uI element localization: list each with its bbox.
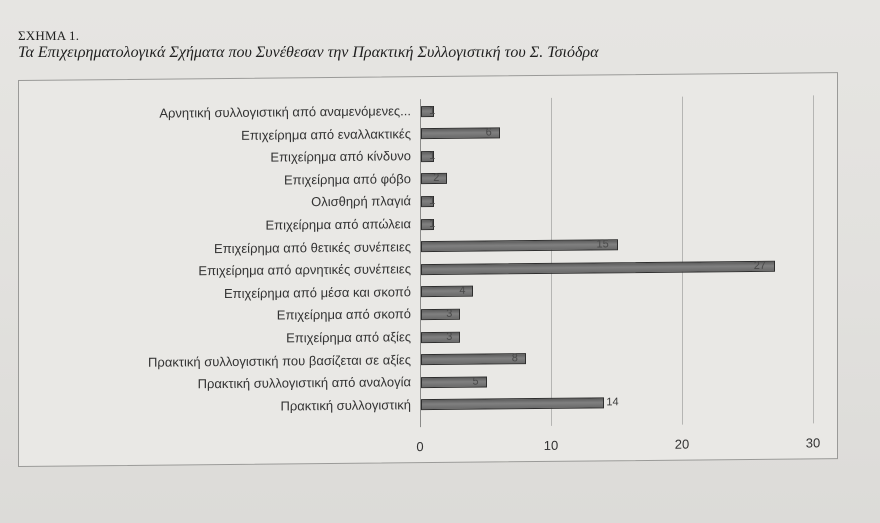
x-tick-label: 20: [674, 436, 690, 452]
x-tick-label: 10: [543, 437, 559, 453]
bar-value-label: 1: [429, 217, 436, 230]
bar-value-label: 4: [459, 285, 466, 298]
bar-value-label: 3: [446, 330, 453, 343]
bar: [421, 309, 460, 320]
bar-value-label: 5: [472, 375, 479, 388]
category-label: Πρακτική συλλογιστική από αναλογία: [197, 374, 411, 392]
bar-value-label: 3: [446, 307, 453, 320]
bar-value-label: 1: [429, 149, 436, 162]
bar-value-label: 6: [485, 126, 492, 139]
bar-value-label: 15: [596, 238, 609, 251]
category-label: Επιχείρημα από μέσα και σκοπό: [223, 284, 411, 301]
bar: [421, 286, 473, 298]
category-label: Πρακτική συλλογιστική: [280, 397, 411, 414]
bar-value-label: 8: [511, 352, 518, 365]
category-label: Επιχείρημα από απώλεια: [265, 216, 411, 233]
category-label: Επιχείρημα από εναλλακτικές: [241, 125, 411, 143]
bar: [421, 260, 775, 274]
figure-label: ΣΧΗΜΑ 1.: [18, 28, 80, 43]
x-tick-label: 30: [805, 435, 821, 451]
bar-value-label: 2: [433, 172, 440, 185]
bar-value-label: 1: [429, 194, 436, 207]
chart-frame: [18, 72, 838, 467]
category-label: Πρακτική συλλογιστική που βασίζεται σε αξίες: [148, 351, 411, 370]
bar: [421, 398, 604, 411]
bar-value-label: 14: [606, 396, 619, 409]
bar-value-label: 27: [753, 259, 766, 272]
category-label: Επιχείρημα από θετικές συνέπειες: [214, 238, 411, 256]
bar: [421, 353, 526, 365]
category-label: Επιχείρημα από σκοπό: [276, 306, 411, 323]
x-tick-label: 0: [416, 439, 424, 455]
bar-chart-plot: [19, 73, 837, 466]
category-label: Ολισθηρή πλαγιά: [311, 193, 411, 210]
category-label: Επιχείρημα από αξίες: [286, 329, 411, 346]
bar: [421, 331, 460, 342]
figure-title: Τα Επιχειρηματολογικά Σχήματα που Συνέθεσαν την Πρακτική Συλλογιστική του Σ. Τσιόδρα: [18, 44, 599, 61]
category-label: Επιχείρημα από φόβο: [284, 171, 411, 188]
bar-value-label: 1: [429, 104, 436, 117]
bar: [421, 239, 618, 252]
gridline: [813, 95, 814, 423]
category-label: Αρνητική συλλογιστική από αναμενόμενες...: [159, 103, 411, 121]
category-label: Επιχείρημα από αρνητικές συνέπειες: [198, 261, 411, 279]
category-label: Επιχείρημα από κίνδυνο: [270, 148, 411, 165]
